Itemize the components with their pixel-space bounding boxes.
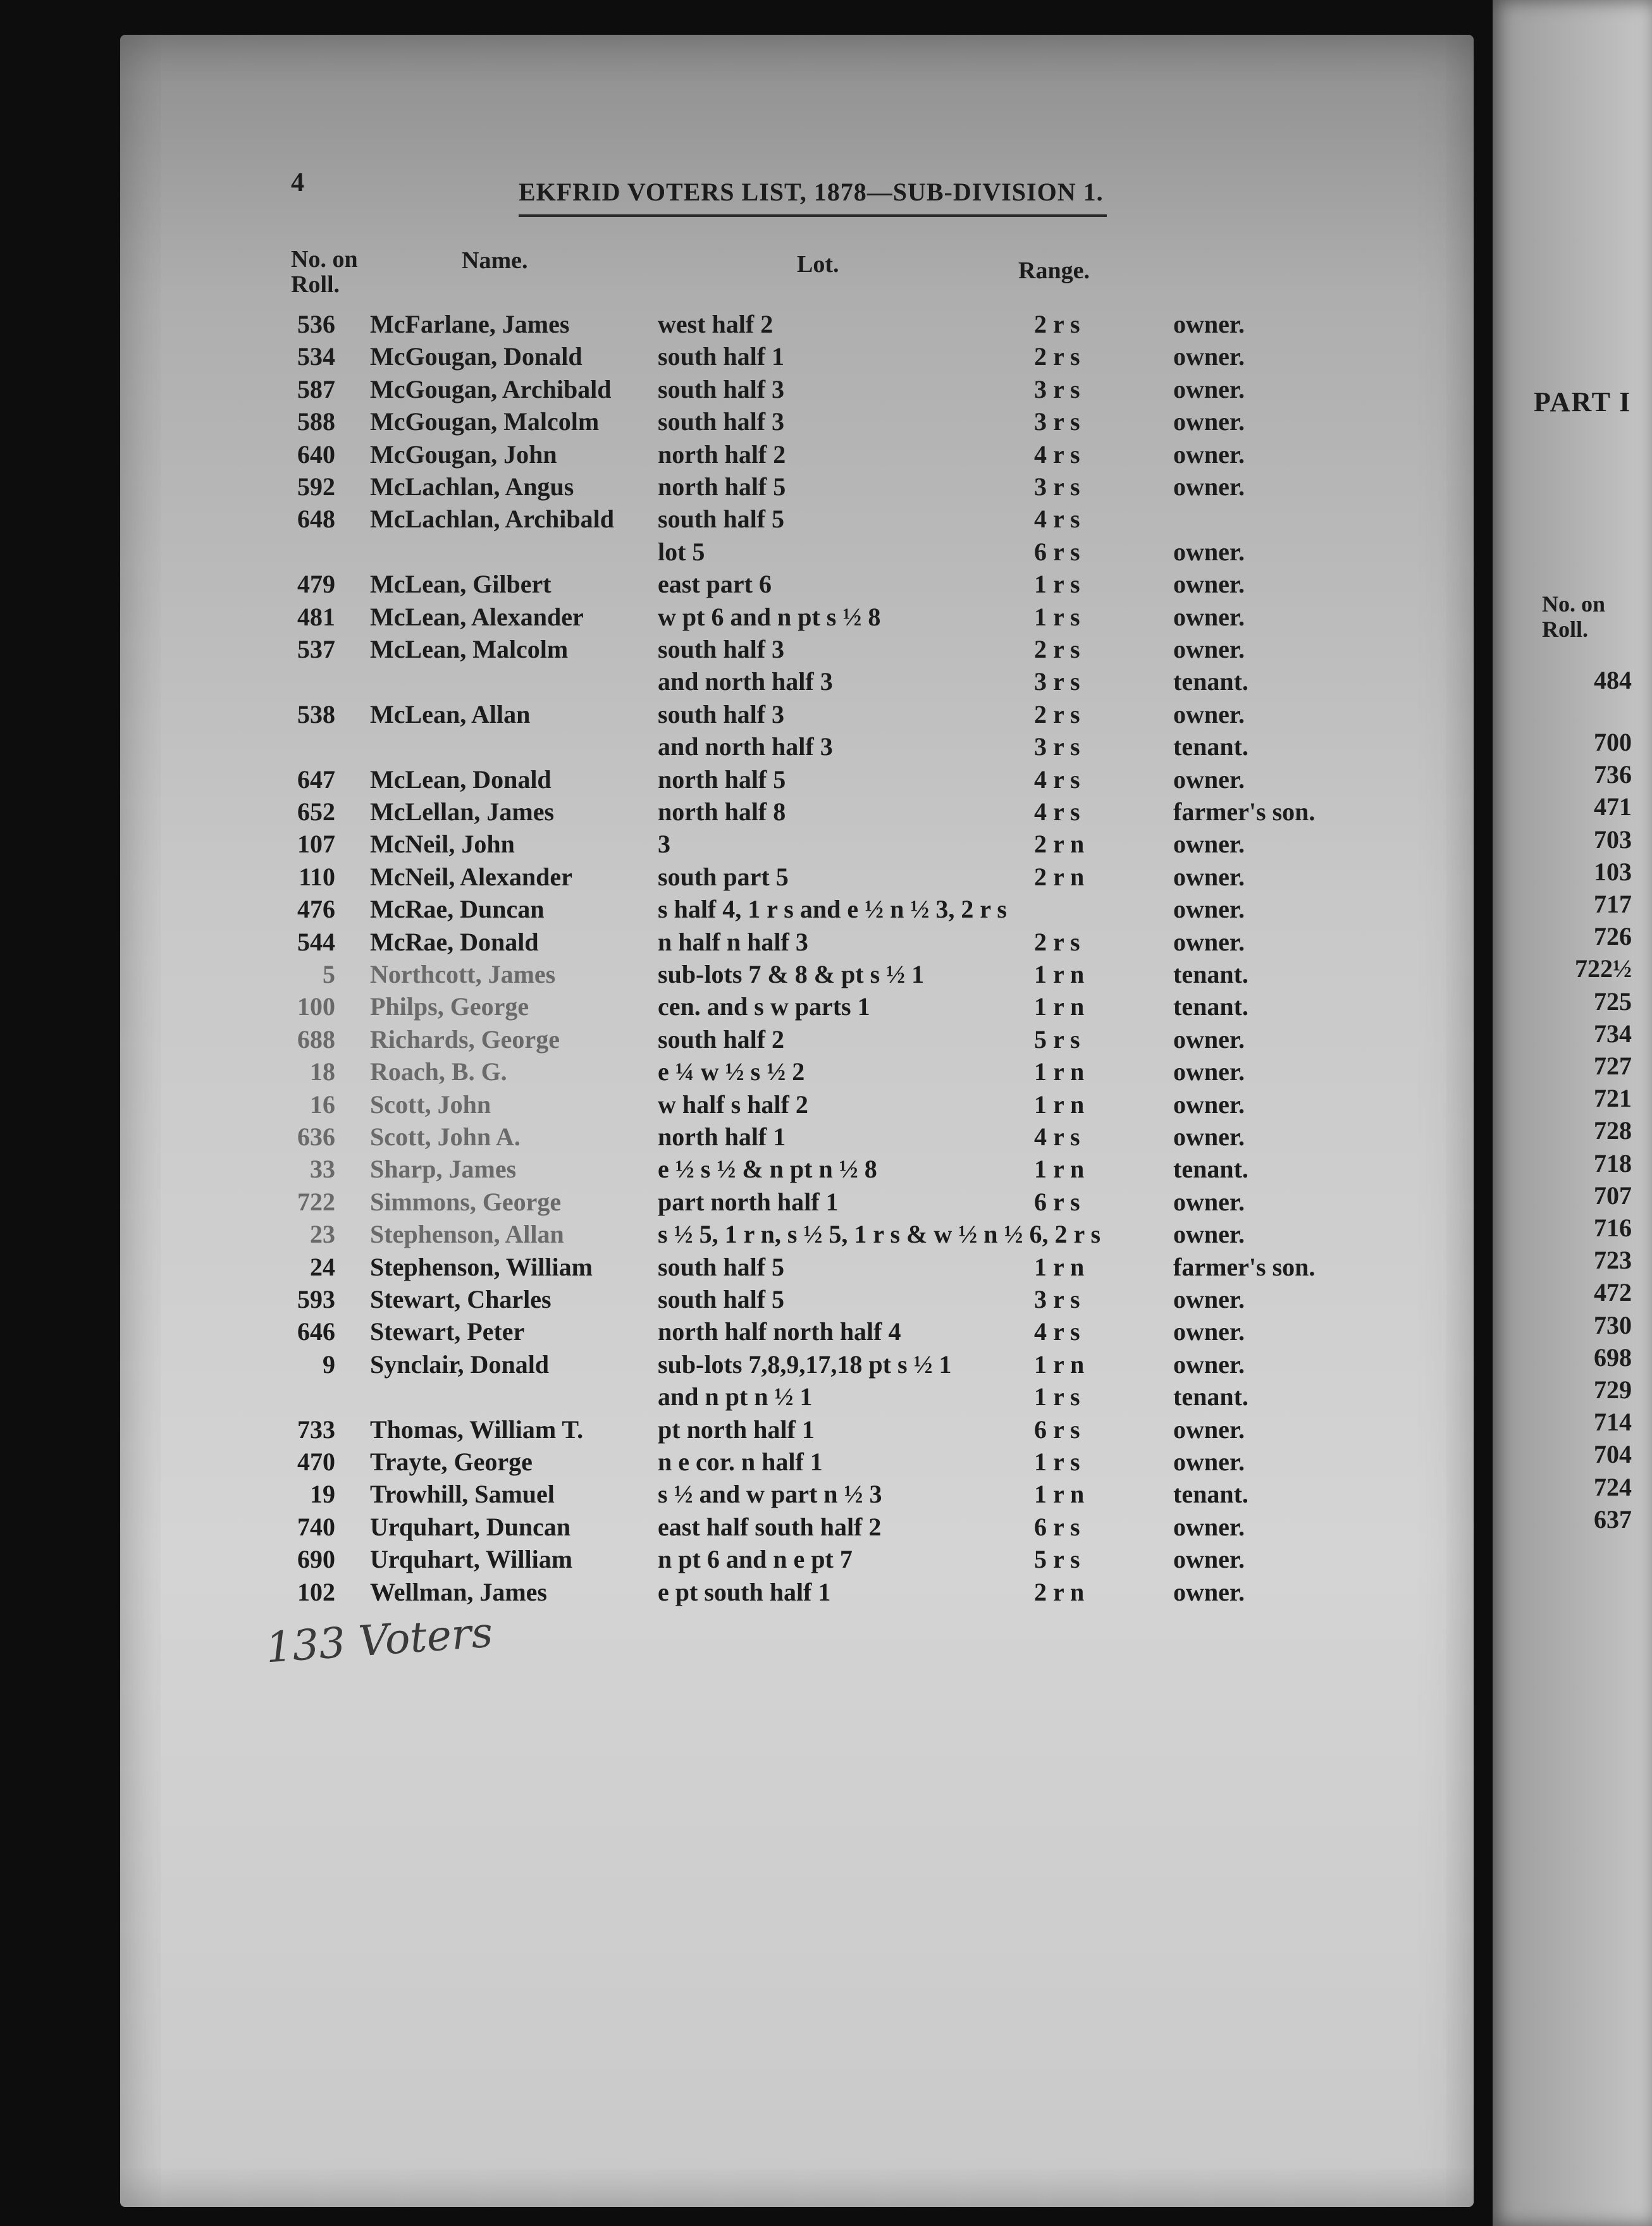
roll-number: 722 [297, 1187, 335, 1216]
voter-name: Sharp, James [370, 1155, 517, 1184]
range-value: 1 r n [1034, 1155, 1085, 1184]
range-value: 6 r s [1034, 537, 1080, 566]
voter-status: owner. [1173, 570, 1245, 599]
table-row [120, 1089, 1474, 1121]
next-page-roll-number: 723 [1594, 1246, 1632, 1275]
roll-number: 102 [297, 1577, 335, 1606]
next-page-roll-number: 704 [1594, 1440, 1632, 1469]
range-value: 3 r s [1034, 374, 1080, 403]
next-page-roll-number: 718 [1594, 1148, 1632, 1178]
range-value: 2 r s [1034, 310, 1080, 338]
table-row [120, 1219, 1474, 1250]
voter-status: tenant. [1173, 1480, 1248, 1509]
voter-status: owner. [1173, 407, 1245, 436]
next-page-roll-number: 714 [1594, 1408, 1632, 1437]
voter-status: owner. [1173, 342, 1245, 371]
table-row [120, 764, 1474, 796]
lot-description: south half 5 [658, 1285, 785, 1313]
next-page-roll-number: 724 [1594, 1472, 1632, 1501]
roll-number: 9 [323, 1350, 335, 1379]
lot-description: south half 5 [658, 505, 785, 534]
voter-status: owner. [1173, 440, 1245, 469]
next-page-roll-number: 700 [1594, 728, 1632, 756]
lot-description: south half 5 [658, 1252, 785, 1281]
range-value: 4 r s [1034, 440, 1080, 469]
voter-name: McGougan, John [370, 440, 557, 469]
range-value: 1 r n [1034, 960, 1085, 988]
table-row [120, 1381, 1474, 1413]
voter-status: owner. [1173, 1122, 1245, 1151]
lot-description: north half 2 [658, 440, 786, 469]
roll-number: 107 [297, 830, 335, 859]
roll-number: 536 [297, 310, 335, 338]
range-value: 2 r n [1034, 862, 1085, 891]
roll-number: 588 [297, 407, 335, 436]
range-value: 3 r s [1034, 1285, 1080, 1313]
voter-status: owner. [1173, 1545, 1245, 1574]
next-page-roll-number: 703 [1594, 825, 1632, 854]
next-page-roll-number: 471 [1594, 792, 1632, 821]
table-row [120, 1251, 1474, 1283]
roll-number: 476 [297, 895, 335, 924]
voter-status: owner. [1173, 1448, 1245, 1476]
table-row [120, 1056, 1474, 1088]
lot-description: north half north half 4 [658, 1317, 901, 1346]
table-row [120, 926, 1474, 958]
table-row [120, 471, 1474, 503]
range-value: 1 r n [1034, 992, 1085, 1021]
table-row [120, 1121, 1474, 1153]
roll-number: 690 [297, 1545, 335, 1574]
range-value: 3 r s [1034, 667, 1080, 696]
voter-name: Urquhart, William [370, 1545, 573, 1574]
lot-description: e ¼ w ½ s ½ 2 [658, 1057, 805, 1086]
range-value: 1 r n [1034, 1350, 1085, 1379]
range-value: 4 r s [1034, 1122, 1080, 1151]
voter-status: owner. [1173, 374, 1245, 403]
next-page-roll-number: 734 [1594, 1019, 1632, 1048]
next-page-header-no: No. on [1542, 591, 1606, 617]
next-page-roll-number: 726 [1594, 922, 1632, 951]
voter-status: owner. [1173, 1090, 1245, 1119]
range-value: 1 r s [1034, 1448, 1080, 1476]
roll-number: 593 [297, 1285, 335, 1313]
voter-status: owner. [1173, 472, 1245, 501]
voter-name: Stewart, Peter [370, 1317, 525, 1346]
roll-number: 740 [297, 1512, 335, 1541]
voter-name: Stewart, Charles [370, 1285, 552, 1313]
running-head: EKFRID VOTERS LIST, 1878—SUB-DIVISION 1. [519, 177, 1107, 217]
next-page-roll-number: 736 [1594, 760, 1632, 789]
next-page-title: PART I [1534, 386, 1632, 417]
range-value: 2 r s [1034, 635, 1080, 663]
voter-name: McLean, Allan [370, 699, 531, 729]
lot-description: south part 5 [658, 862, 789, 891]
voter-name: McNeil, John [370, 830, 515, 859]
roll-number: 5 [323, 960, 335, 988]
voter-name: McGougan, Malcolm [370, 407, 600, 436]
voter-status: tenant. [1173, 667, 1248, 696]
roll-number: 19 [310, 1480, 335, 1509]
voter-status: owner. [1173, 830, 1245, 859]
lot-description: and north half 3 [658, 732, 833, 761]
next-page-roll-number: 728 [1594, 1116, 1632, 1145]
lot-description: east part 6 [658, 570, 772, 599]
table-row [120, 1414, 1474, 1446]
roll-number: 688 [297, 1024, 335, 1054]
column-header-roll-label: Roll. [291, 271, 340, 298]
voter-name: Stephenson, William [370, 1252, 593, 1281]
lot-description: and n pt n ½ 1 [658, 1382, 813, 1411]
voter-name: Richards, George [370, 1024, 560, 1054]
roll-number: 33 [310, 1155, 335, 1184]
table-row [120, 503, 1474, 535]
voter-name: McGougan, Archibald [370, 374, 612, 403]
next-page-roll-number: 721 [1594, 1084, 1632, 1113]
table-row [120, 1153, 1474, 1185]
table-row [120, 1284, 1474, 1315]
lot-description: s half 4, 1 r s and e ½ n ½ 3, 2 r s [658, 895, 1007, 924]
range-value: 4 r s [1034, 1317, 1080, 1346]
voter-status: owner. [1173, 765, 1245, 794]
next-page-roll-number: 727 [1594, 1052, 1632, 1080]
lot-description: s ½ 5, 1 r n, s ½ 5, 1 r s & w ½ n ½ 6, 2 r s [658, 1220, 1101, 1249]
next-page-header-roll: Roll. [1542, 617, 1589, 642]
table-row [120, 1577, 1474, 1608]
voter-status: owner. [1173, 927, 1245, 956]
lot-description: w half s half 2 [658, 1090, 808, 1119]
roll-number: 100 [297, 992, 335, 1021]
voter-name: Thomas, William T. [370, 1415, 584, 1444]
range-value: 2 r s [1034, 699, 1080, 729]
voter-status: owner. [1173, 1220, 1245, 1249]
voter-status: farmer's son. [1173, 797, 1316, 826]
lot-description: n half n half 3 [658, 927, 808, 956]
roll-number: 592 [297, 472, 335, 501]
range-value: 1 r n [1034, 1480, 1085, 1509]
table-row [120, 1446, 1474, 1478]
roll-number: 16 [310, 1090, 335, 1119]
table-row [120, 731, 1474, 763]
voter-name: McLean, Alexander [370, 602, 584, 631]
roll-number: 544 [297, 927, 335, 956]
voter-status: owner. [1173, 537, 1245, 566]
voter-name: McLean, Donald [370, 765, 552, 794]
lot-description: north half 5 [658, 765, 786, 794]
next-page-roll-number: 729 [1594, 1375, 1632, 1404]
column-header-lot: Lot. [797, 251, 839, 278]
lot-description: south half 3 [658, 374, 785, 403]
range-value: 5 r s [1034, 1545, 1080, 1574]
voter-name: McLachlan, Archibald [370, 505, 614, 534]
voter-name: McRae, Duncan [370, 895, 545, 924]
handwritten-note: 133 Voters [264, 1608, 495, 1673]
next-page-roll-number: 698 [1594, 1343, 1632, 1372]
roll-number: 646 [297, 1317, 335, 1346]
lot-description: n e cor. n half 1 [658, 1448, 823, 1476]
voter-name: McNeil, Alexander [370, 862, 572, 891]
range-value: 4 r s [1034, 765, 1080, 794]
table-row [120, 309, 1474, 340]
voter-name: Stephenson, Allan [370, 1220, 564, 1249]
voter-name: McLean, Gilbert [370, 570, 552, 599]
table-row [120, 1024, 1474, 1055]
range-value: 1 r s [1034, 570, 1080, 599]
roll-number: 23 [310, 1220, 335, 1249]
voter-status: owner. [1173, 1024, 1245, 1054]
voter-name: McGougan, Donald [370, 342, 583, 371]
next-page-roll-number: 716 [1594, 1214, 1632, 1242]
lot-description: west half 2 [658, 310, 774, 338]
voter-name: McFarlane, James [370, 310, 570, 338]
lot-description: south half 3 [658, 699, 785, 729]
voter-status: tenant. [1173, 960, 1248, 988]
voter-status: owner. [1173, 602, 1245, 631]
range-value: 3 r s [1034, 732, 1080, 761]
next-page-roll-number: 637 [1594, 1504, 1632, 1534]
table-row [120, 601, 1474, 633]
range-value: 2 r s [1034, 342, 1080, 371]
table-row [120, 894, 1474, 925]
table-row [120, 341, 1474, 372]
roll-number: 470 [297, 1448, 335, 1476]
roll-number: 110 [299, 862, 335, 891]
lot-description: n pt 6 and n e pt 7 [658, 1545, 853, 1574]
range-value: 2 r s [1034, 927, 1080, 956]
roll-number: 647 [297, 765, 335, 794]
voter-name: McLellan, James [370, 797, 555, 826]
roll-number: 479 [297, 570, 335, 599]
roll-number: 18 [310, 1057, 335, 1086]
table-row [120, 959, 1474, 990]
voter-name: McLean, Malcolm [370, 635, 569, 663]
table-row [120, 1511, 1474, 1543]
range-value: 1 r n [1034, 1252, 1085, 1281]
next-page-roll-number: 484 [1594, 666, 1632, 694]
table-row [120, 569, 1474, 600]
next-page-roll-number: 725 [1594, 987, 1632, 1016]
voter-status: owner. [1173, 1512, 1245, 1541]
range-value: 1 r s [1034, 1382, 1080, 1411]
voter-status: tenant. [1173, 732, 1248, 761]
range-value: 1 r n [1034, 1057, 1085, 1086]
voter-status: tenant. [1173, 992, 1248, 1021]
lot-description: south half 2 [658, 1024, 785, 1054]
lot-description: w pt 6 and n pt s ½ 8 [658, 602, 881, 631]
lot-description: s ½ and w part n ½ 3 [658, 1480, 882, 1509]
table-row [120, 699, 1474, 730]
voter-status: owner. [1173, 699, 1245, 729]
lot-description: north half 8 [658, 797, 786, 826]
voter-name: Urquhart, Duncan [370, 1512, 571, 1541]
voter-status: owner. [1173, 1187, 1245, 1216]
lot-description: cen. and s w parts 1 [658, 992, 870, 1021]
table-row [120, 439, 1474, 470]
lot-description: north half 5 [658, 472, 786, 501]
column-header-name: Name. [462, 247, 528, 274]
roll-number: 587 [297, 374, 335, 403]
voter-name: Philps, George [370, 992, 529, 1021]
voter-name: Trowhill, Samuel [370, 1480, 555, 1509]
voter-status: farmer's son. [1173, 1252, 1316, 1281]
roll-number: 640 [297, 440, 335, 469]
table-row [120, 406, 1474, 438]
lot-description: south half 3 [658, 635, 785, 663]
voter-name: Roach, B. G. [370, 1057, 507, 1086]
voter-name: Simmons, George [370, 1187, 562, 1216]
voter-status: owner. [1173, 635, 1245, 663]
range-value: 1 r n [1034, 1090, 1085, 1119]
next-page-column-header [1542, 591, 1605, 642]
table-row [120, 991, 1474, 1023]
table-row [120, 861, 1474, 893]
table-row [120, 828, 1474, 860]
roll-number: 537 [297, 635, 335, 663]
table-row [120, 374, 1474, 405]
range-value: 3 r s [1034, 472, 1080, 501]
lot-description: 3 [658, 830, 670, 859]
roll-number: 652 [297, 797, 335, 826]
table-row [120, 1316, 1474, 1348]
voter-name: Scott, John [370, 1090, 491, 1119]
range-value: 2 r n [1034, 830, 1085, 859]
lot-description: south half 1 [658, 342, 785, 371]
voter-status: owner. [1173, 1285, 1245, 1313]
voter-status: owner. [1173, 1577, 1245, 1606]
lot-description: sub-lots 7,8,9,17,18 pt s ½ 1 [658, 1350, 952, 1379]
column-header-range: Range. [1018, 257, 1090, 284]
table-row [120, 796, 1474, 828]
voter-status: owner. [1173, 862, 1245, 891]
range-value: 2 r n [1034, 1577, 1085, 1606]
lot-description: e pt south half 1 [658, 1577, 831, 1606]
range-value: 4 r s [1034, 797, 1080, 826]
lot-description: south half 3 [658, 407, 785, 436]
next-page-roll-number: 722½ [1575, 954, 1632, 983]
range-value: 5 r s [1034, 1024, 1080, 1054]
voter-status: owner. [1173, 1350, 1245, 1379]
lot-description: sub-lots 7 & 8 & pt s ½ 1 [658, 960, 925, 988]
voter-status: owner. [1173, 895, 1245, 924]
voter-status: owner. [1173, 1057, 1245, 1086]
next-page-roll-number: 707 [1594, 1181, 1632, 1210]
range-value: 3 r s [1034, 407, 1080, 436]
table-row [120, 1349, 1474, 1380]
range-value: 6 r s [1034, 1512, 1080, 1541]
voter-status: owner. [1173, 310, 1245, 338]
lot-description: e ½ s ½ & n pt n ½ 8 [658, 1155, 877, 1184]
voter-name: Northcott, James [370, 960, 556, 988]
voter-status: owner. [1173, 1415, 1245, 1444]
page-number: 4 [291, 168, 304, 197]
range-value: 4 r s [1034, 505, 1080, 534]
roll-number: 538 [297, 699, 335, 729]
voter-status: owner. [1173, 1317, 1245, 1346]
table-row [120, 1479, 1474, 1510]
column-header-no-label: No. on [291, 246, 358, 273]
voter-name: Synclair, Donald [370, 1350, 550, 1379]
lot-description: pt north half 1 [658, 1415, 815, 1444]
next-page-roll-number: 730 [1594, 1310, 1632, 1339]
range-value: 1 r s [1034, 602, 1080, 631]
lot-description: part north half 1 [658, 1187, 839, 1216]
voter-status: tenant. [1173, 1155, 1248, 1184]
table-row [120, 1186, 1474, 1218]
lot-description: east half south half 2 [658, 1512, 882, 1541]
lot-description: and north half 3 [658, 667, 833, 696]
column-header-no [291, 247, 358, 297]
table-row [120, 666, 1474, 698]
range-value: 6 r s [1034, 1187, 1080, 1216]
next-page-roll-number: 717 [1594, 890, 1632, 918]
roll-number: 636 [297, 1122, 335, 1151]
roll-number: 534 [297, 342, 335, 371]
roll-number: 648 [297, 505, 335, 534]
lot-description: lot 5 [658, 537, 705, 566]
next-page-roll-number: 103 [1594, 857, 1632, 886]
roll-number: 24 [310, 1252, 335, 1281]
voter-name: Scott, John A. [370, 1122, 521, 1151]
roll-number: 733 [297, 1415, 335, 1444]
table-row [120, 634, 1474, 665]
voter-name: Trayte, George [370, 1448, 533, 1476]
roll-number: 481 [297, 602, 335, 631]
range-value: 6 r s [1034, 1415, 1080, 1444]
voter-name: Wellman, James [370, 1577, 547, 1606]
voter-name: McLachlan, Angus [370, 472, 574, 501]
table-row [120, 536, 1474, 568]
lot-description: north half 1 [658, 1122, 786, 1151]
voter-name: McRae, Donald [370, 927, 539, 956]
table-row [120, 1544, 1474, 1575]
next-page-roll-number: 472 [1594, 1278, 1632, 1307]
voter-status: tenant. [1173, 1382, 1248, 1411]
